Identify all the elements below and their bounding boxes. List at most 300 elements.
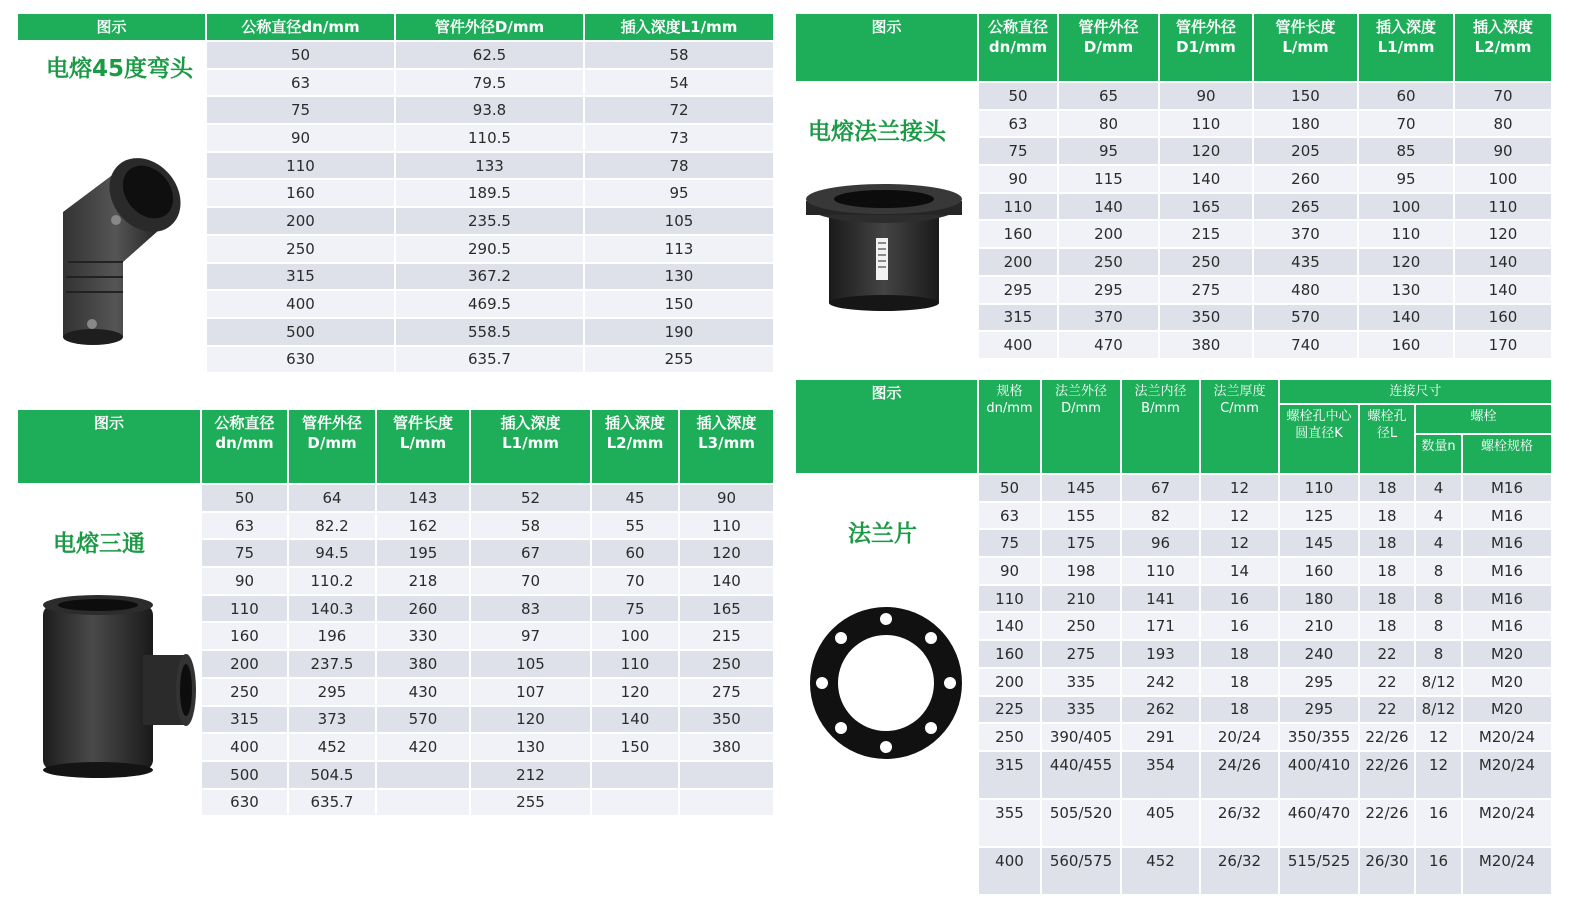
table-cell: 635.7 [288, 789, 376, 817]
table-cell: 470 [1058, 331, 1159, 359]
table-cell: M16 [1462, 529, 1552, 557]
table-cell: 145 [1279, 529, 1359, 557]
col-header-insert-depth-l1: 插入深度L1/mm [584, 14, 774, 41]
col-header-connection-size: 连接尺寸 [1279, 380, 1552, 404]
table-cell: M20/24 [1462, 723, 1552, 751]
table-cell: 171 [1121, 612, 1200, 640]
table-cell: 160 [1454, 304, 1552, 332]
table-cell: 295 [1058, 276, 1159, 304]
table-cell: 67 [470, 539, 591, 567]
table-cell: 26/32 [1200, 799, 1279, 847]
table-cell: 140 [1358, 304, 1454, 332]
table-cell: 250 [1041, 612, 1121, 640]
table-cell: 90 [206, 124, 395, 152]
table-cell: 200 [201, 650, 288, 678]
table-cell: 113 [584, 235, 774, 263]
table-cell: 82.2 [288, 512, 376, 540]
table-cell: 58 [584, 41, 774, 69]
table-cell: 200 [978, 668, 1041, 696]
table-cell: 14 [1200, 557, 1279, 585]
table-cell: 350/355 [1279, 723, 1359, 751]
col-header-nominal-diameter: 公称直径dn/mm [206, 14, 395, 41]
table-cell: 50 [206, 41, 395, 69]
table-cell: 100 [1454, 165, 1552, 193]
table-cell: 130 [1358, 276, 1454, 304]
table-cell: 570 [376, 706, 470, 734]
table-cell: 160 [1358, 331, 1454, 359]
elbow-45-icon [28, 152, 188, 356]
tee-icon [28, 590, 198, 784]
table-cell: 110 [1159, 110, 1253, 138]
table-cell: 22/26 [1359, 799, 1415, 847]
table-cell: 262 [1121, 696, 1200, 724]
table-cell: 110 [206, 152, 395, 180]
table-cell: 140 [978, 612, 1041, 640]
table-cell: 110 [679, 512, 774, 540]
table-cell: 140 [1159, 165, 1253, 193]
table-cell: 63 [978, 110, 1058, 138]
table-cell: 255 [584, 346, 774, 374]
table-cell: 740 [1253, 331, 1358, 359]
table-cell: 62.5 [395, 41, 584, 69]
table-cell: 635.7 [395, 346, 584, 374]
table-cell: 105 [470, 650, 591, 678]
table-cell: 504.5 [288, 761, 376, 789]
table-cell: 350 [679, 706, 774, 734]
table-cell: 22 [1359, 640, 1415, 668]
table-cell: 8 [1415, 612, 1462, 640]
table-cell: M20 [1462, 668, 1552, 696]
table-cell: 75 [206, 96, 395, 124]
table-cell: M16 [1462, 557, 1552, 585]
table-cell: 160 [978, 640, 1041, 668]
table-cell: 295 [1279, 696, 1359, 724]
table-cell [679, 761, 774, 789]
table-cell: 400 [978, 847, 1041, 895]
table-cell [679, 789, 774, 817]
table-cell: 18 [1359, 585, 1415, 613]
table-cell: 140 [1058, 193, 1159, 221]
table-cell: 405 [1121, 799, 1200, 847]
table-cell: 93.8 [395, 96, 584, 124]
table-cell: 140 [1454, 248, 1552, 276]
table-cell: 105 [584, 207, 774, 235]
table-cell: 70 [1358, 110, 1454, 138]
table-cell: 180 [1279, 585, 1359, 613]
table-cell: 12 [1415, 723, 1462, 751]
table-cell: 4 [1415, 502, 1462, 530]
table-cell: 110 [1279, 474, 1359, 502]
table-cell: 65 [1058, 82, 1159, 110]
table-cell: 120 [1358, 248, 1454, 276]
table-cell: 150 [591, 733, 679, 761]
table-cell: 4 [1415, 474, 1462, 502]
table-cell: 50 [978, 474, 1041, 502]
col-header-bolt-circle-diameter: 螺栓孔中心圆直径K [1279, 404, 1359, 474]
product-name: 电熔45度弯头 [46, 56, 194, 82]
table-cell: 196 [288, 622, 376, 650]
table-cell: 18 [1359, 557, 1415, 585]
table-cell: 558.5 [395, 318, 584, 346]
table-cell: 18 [1200, 668, 1279, 696]
col-header-bolt-hole-diameter: 螺栓孔径L [1359, 404, 1415, 474]
table-cell: 150 [584, 290, 774, 318]
table-cell: 505/520 [1041, 799, 1121, 847]
table-cell: 140 [679, 567, 774, 595]
table-cell: 198 [1041, 557, 1121, 585]
table-cell: 195 [376, 539, 470, 567]
table-cell: 70 [591, 567, 679, 595]
table-cell: 90 [1454, 137, 1552, 165]
table-cell: 26/30 [1359, 847, 1415, 895]
table-cell: 205 [1253, 137, 1358, 165]
product-illustration-cell [18, 484, 201, 816]
table-cell: 435 [1253, 248, 1358, 276]
table-cell: 120 [1454, 220, 1552, 248]
table-cell: 200 [206, 207, 395, 235]
table-cell: 18 [1359, 612, 1415, 640]
table-cell: 225 [978, 696, 1041, 724]
table-cell: 367.2 [395, 263, 584, 291]
table-cell: 160 [1279, 557, 1359, 585]
col-header-diagram: 图示 [796, 14, 978, 82]
col-header-bolt-quantity: 数量n [1415, 434, 1462, 474]
table-cell: 165 [1159, 193, 1253, 221]
table-cell: 97 [470, 622, 591, 650]
table-row [18, 41, 774, 69]
table-cell: 16 [1200, 585, 1279, 613]
table-cell: 8 [1415, 585, 1462, 613]
table-cell: 75 [591, 595, 679, 623]
table-cell: M20/24 [1462, 751, 1552, 799]
table-cell: 315 [201, 706, 288, 734]
table-cell: 630 [201, 789, 288, 817]
table-cell: 150 [1253, 82, 1358, 110]
table-cell: 16 [1415, 799, 1462, 847]
product-illustration-cell [796, 82, 978, 359]
table-cell: 452 [1121, 847, 1200, 895]
col-header-diagram: 图示 [18, 14, 206, 41]
table-cell: 570 [1253, 304, 1358, 332]
table-cell: 315 [978, 751, 1041, 799]
table-cell: 110 [1454, 193, 1552, 221]
table-cell: 120 [591, 678, 679, 706]
elbow-45-spec-table [18, 14, 775, 374]
table-cell: 335 [1041, 696, 1121, 724]
table-cell: 24/26 [1200, 751, 1279, 799]
col-header-nominal-diameter: 公称直径dn/mm [978, 14, 1058, 82]
table-cell: 8 [1415, 557, 1462, 585]
table-cell: 73 [584, 124, 774, 152]
table-cell: 107 [470, 678, 591, 706]
table-cell: 190 [584, 318, 774, 346]
table-cell: 500 [201, 761, 288, 789]
table-cell: 8/12 [1415, 696, 1462, 724]
table-cell: M20 [1462, 640, 1552, 668]
col-header-spec: 规格dn/mm [978, 380, 1041, 474]
table-cell: 315 [206, 263, 395, 291]
table-cell: 110 [978, 585, 1041, 613]
table-cell: 155 [1041, 502, 1121, 530]
table-cell: 250 [1159, 248, 1253, 276]
table-cell: 58 [470, 512, 591, 540]
table-cell: 12 [1200, 502, 1279, 530]
table-cell: 110 [1121, 557, 1200, 585]
table-cell: 90 [1159, 82, 1253, 110]
col-header-insert-depth-l2: 插入深度L2/mm [591, 410, 679, 484]
table-cell: 630 [206, 346, 395, 374]
col-header-insert-depth-l2: 插入深度L2/mm [1454, 14, 1552, 82]
table-cell: 250 [206, 235, 395, 263]
table-cell: 354 [1121, 751, 1200, 799]
table-cell: 193 [1121, 640, 1200, 668]
table-cell: 330 [376, 622, 470, 650]
table-cell: 275 [1159, 276, 1253, 304]
col-header-diagram: 图示 [18, 410, 201, 484]
table-cell: 290.5 [395, 235, 584, 263]
flange-adapter-spec-table [796, 14, 1553, 360]
table-row [796, 82, 1552, 110]
col-header-outer-diameter: 管件外径D/mm [1058, 14, 1159, 82]
table-cell: 460/470 [1279, 799, 1359, 847]
table-cell: 75 [978, 137, 1058, 165]
table-cell: 350 [1159, 304, 1253, 332]
table-cell: M16 [1462, 502, 1552, 530]
table-cell: 26/32 [1200, 847, 1279, 895]
table-cell: 370 [1253, 220, 1358, 248]
table-cell: 295 [978, 276, 1058, 304]
table-cell: 370 [1058, 304, 1159, 332]
table-cell: 275 [1041, 640, 1121, 668]
table-cell: 82 [1121, 502, 1200, 530]
table-cell: 18 [1359, 474, 1415, 502]
table-cell: 16 [1415, 847, 1462, 895]
flange-adapter-icon [804, 183, 964, 317]
table-cell: 160 [206, 179, 395, 207]
table-cell: 210 [1279, 612, 1359, 640]
col-header-nominal-diameter: 公称直径dn/mm [201, 410, 288, 484]
table-cell: 12 [1415, 751, 1462, 799]
table-cell: 12 [1200, 474, 1279, 502]
table-cell: 85 [1358, 137, 1454, 165]
table-cell: 400 [978, 331, 1058, 359]
table-cell: 22/26 [1359, 723, 1415, 751]
table-cell: 255 [470, 789, 591, 817]
table-cell: 8 [1415, 640, 1462, 668]
product-illustration-cell [18, 41, 206, 373]
table-cell: 380 [1159, 331, 1253, 359]
table-cell: 8/12 [1415, 668, 1462, 696]
col-header-outer-diameter: 管件外径D/mm [395, 14, 584, 41]
table-cell: 50 [978, 82, 1058, 110]
table-cell: 83 [470, 595, 591, 623]
table-cell: 373 [288, 706, 376, 734]
table-cell: 400/410 [1279, 751, 1359, 799]
table-cell: 355 [978, 799, 1041, 847]
table-cell: 218 [376, 567, 470, 595]
table-cell: 20/24 [1200, 723, 1279, 751]
table-cell: 452 [288, 733, 376, 761]
table-cell: 189.5 [395, 179, 584, 207]
table-cell: 140 [591, 706, 679, 734]
product-illustration-cell [796, 474, 978, 895]
table-cell: 110 [201, 595, 288, 623]
table-cell: 141 [1121, 585, 1200, 613]
col-header-insert-depth-l1: 插入深度L1/mm [1358, 14, 1454, 82]
table-cell: 90 [201, 567, 288, 595]
table-cell: 94.5 [288, 539, 376, 567]
table-cell: 95 [1358, 165, 1454, 193]
table-cell: 250 [1058, 248, 1159, 276]
table-cell: 400 [201, 733, 288, 761]
table-cell: M16 [1462, 474, 1552, 502]
table-cell: 215 [1159, 220, 1253, 248]
col-header-bolt: 螺栓 [1415, 404, 1552, 434]
table-cell: 100 [591, 622, 679, 650]
flange-plate-icon [808, 605, 964, 765]
table-cell: 143 [376, 484, 470, 512]
table-row [796, 474, 1552, 502]
table-cell: 110.5 [395, 124, 584, 152]
table-cell [591, 789, 679, 817]
table-cell: 275 [679, 678, 774, 706]
table-cell: 120 [679, 539, 774, 567]
table-cell: 200 [978, 248, 1058, 276]
table-cell: 235.5 [395, 207, 584, 235]
col-header-fitting-length: 管件长度L/mm [376, 410, 470, 484]
table-cell: 160 [201, 622, 288, 650]
table-cell: 110.2 [288, 567, 376, 595]
table-cell: 110 [1358, 220, 1454, 248]
table-cell: 215 [679, 622, 774, 650]
table-cell: 75 [978, 529, 1041, 557]
product-name: 法兰片 [848, 521, 917, 547]
table-cell: 145 [1041, 474, 1121, 502]
product-name: 电熔三通 [53, 531, 145, 557]
table-cell: 250 [978, 723, 1041, 751]
table-cell: 55 [591, 512, 679, 540]
table-cell: 50 [201, 484, 288, 512]
table-cell: 95 [584, 179, 774, 207]
table-cell: 315 [978, 304, 1058, 332]
table-cell: 18 [1200, 640, 1279, 668]
table-cell: 560/575 [1041, 847, 1121, 895]
table-cell: 79.5 [395, 69, 584, 97]
table-cell: 63 [206, 69, 395, 97]
table-cell: 54 [584, 69, 774, 97]
table-cell: 295 [1279, 668, 1359, 696]
table-cell: 52 [470, 484, 591, 512]
table-cell: 380 [679, 733, 774, 761]
col-header-flange-outer-diameter: 法兰外径D/mm [1041, 380, 1121, 474]
tee-spec-table [18, 410, 775, 817]
col-header-outer-diameter: 管件外径D/mm [288, 410, 376, 484]
table-cell: 100 [1358, 193, 1454, 221]
table-cell: 12 [1200, 529, 1279, 557]
col-header-insert-depth-l1: 插入深度L1/mm [470, 410, 591, 484]
col-header-flange-thickness: 法兰厚度C/mm [1200, 380, 1279, 474]
table-cell: 70 [470, 567, 591, 595]
table-cell: 67 [1121, 474, 1200, 502]
table-row [18, 484, 774, 512]
table-cell: 212 [470, 761, 591, 789]
col-header-bolt-spec: 螺栓规格 [1462, 434, 1552, 474]
table-cell: 18 [1359, 529, 1415, 557]
table-cell: 90 [978, 557, 1041, 585]
table-cell: 180 [1253, 110, 1358, 138]
table-cell [591, 761, 679, 789]
table-cell: 250 [679, 650, 774, 678]
table-cell: 110 [978, 193, 1058, 221]
table-cell: 22/26 [1359, 751, 1415, 799]
table-cell: 63 [201, 512, 288, 540]
table-cell: 90 [978, 165, 1058, 193]
col-header-flange-inner-diameter: 法兰内径B/mm [1121, 380, 1200, 474]
table-cell: 63 [978, 502, 1041, 530]
table-cell: 260 [1253, 165, 1358, 193]
table-cell: 130 [584, 263, 774, 291]
table-cell: 390/405 [1041, 723, 1121, 751]
table-cell: M16 [1462, 612, 1552, 640]
table-cell: 400 [206, 290, 395, 318]
table-cell: M20 [1462, 696, 1552, 724]
table-cell: 72 [584, 96, 774, 124]
table-cell: 140.3 [288, 595, 376, 623]
table-cell: 95 [1058, 137, 1159, 165]
table-cell: 120 [1159, 137, 1253, 165]
flange-plate-spec-table [796, 380, 1553, 896]
table-cell: 380 [376, 650, 470, 678]
table-cell: 22 [1359, 668, 1415, 696]
table-cell: 200 [1058, 220, 1159, 248]
table-cell: 4 [1415, 529, 1462, 557]
table-cell: 480 [1253, 276, 1358, 304]
table-cell: 45 [591, 484, 679, 512]
table-cell: 64 [288, 484, 376, 512]
col-header-insert-depth-l3: 插入深度L3/mm [679, 410, 774, 484]
table-cell: 110 [591, 650, 679, 678]
table-cell: 18 [1359, 502, 1415, 530]
table-cell: 60 [591, 539, 679, 567]
col-header-fitting-length: 管件长度L/mm [1253, 14, 1358, 82]
table-cell: 160 [978, 220, 1058, 248]
table-cell: 80 [1058, 110, 1159, 138]
table-cell: 133 [395, 152, 584, 180]
table-cell: 120 [470, 706, 591, 734]
table-cell [376, 761, 470, 789]
table-cell: 260 [376, 595, 470, 623]
table-cell: M20/24 [1462, 847, 1552, 895]
table-cell: 70 [1454, 82, 1552, 110]
table-cell: 16 [1200, 612, 1279, 640]
table-cell: 242 [1121, 668, 1200, 696]
table-cell: 237.5 [288, 650, 376, 678]
table-cell: 130 [470, 733, 591, 761]
table-cell: 240 [1279, 640, 1359, 668]
table-cell: 18 [1200, 696, 1279, 724]
table-cell: 22 [1359, 696, 1415, 724]
table-cell: 115 [1058, 165, 1159, 193]
table-cell: 60 [1358, 82, 1454, 110]
table-cell: 500 [206, 318, 395, 346]
table-cell: 210 [1041, 585, 1121, 613]
table-cell: M20/24 [1462, 799, 1552, 847]
table-cell: 515/525 [1279, 847, 1359, 895]
table-cell: 291 [1121, 723, 1200, 751]
table-cell [376, 789, 470, 817]
table-cell: M16 [1462, 585, 1552, 613]
col-header-diagram: 图示 [796, 380, 978, 474]
